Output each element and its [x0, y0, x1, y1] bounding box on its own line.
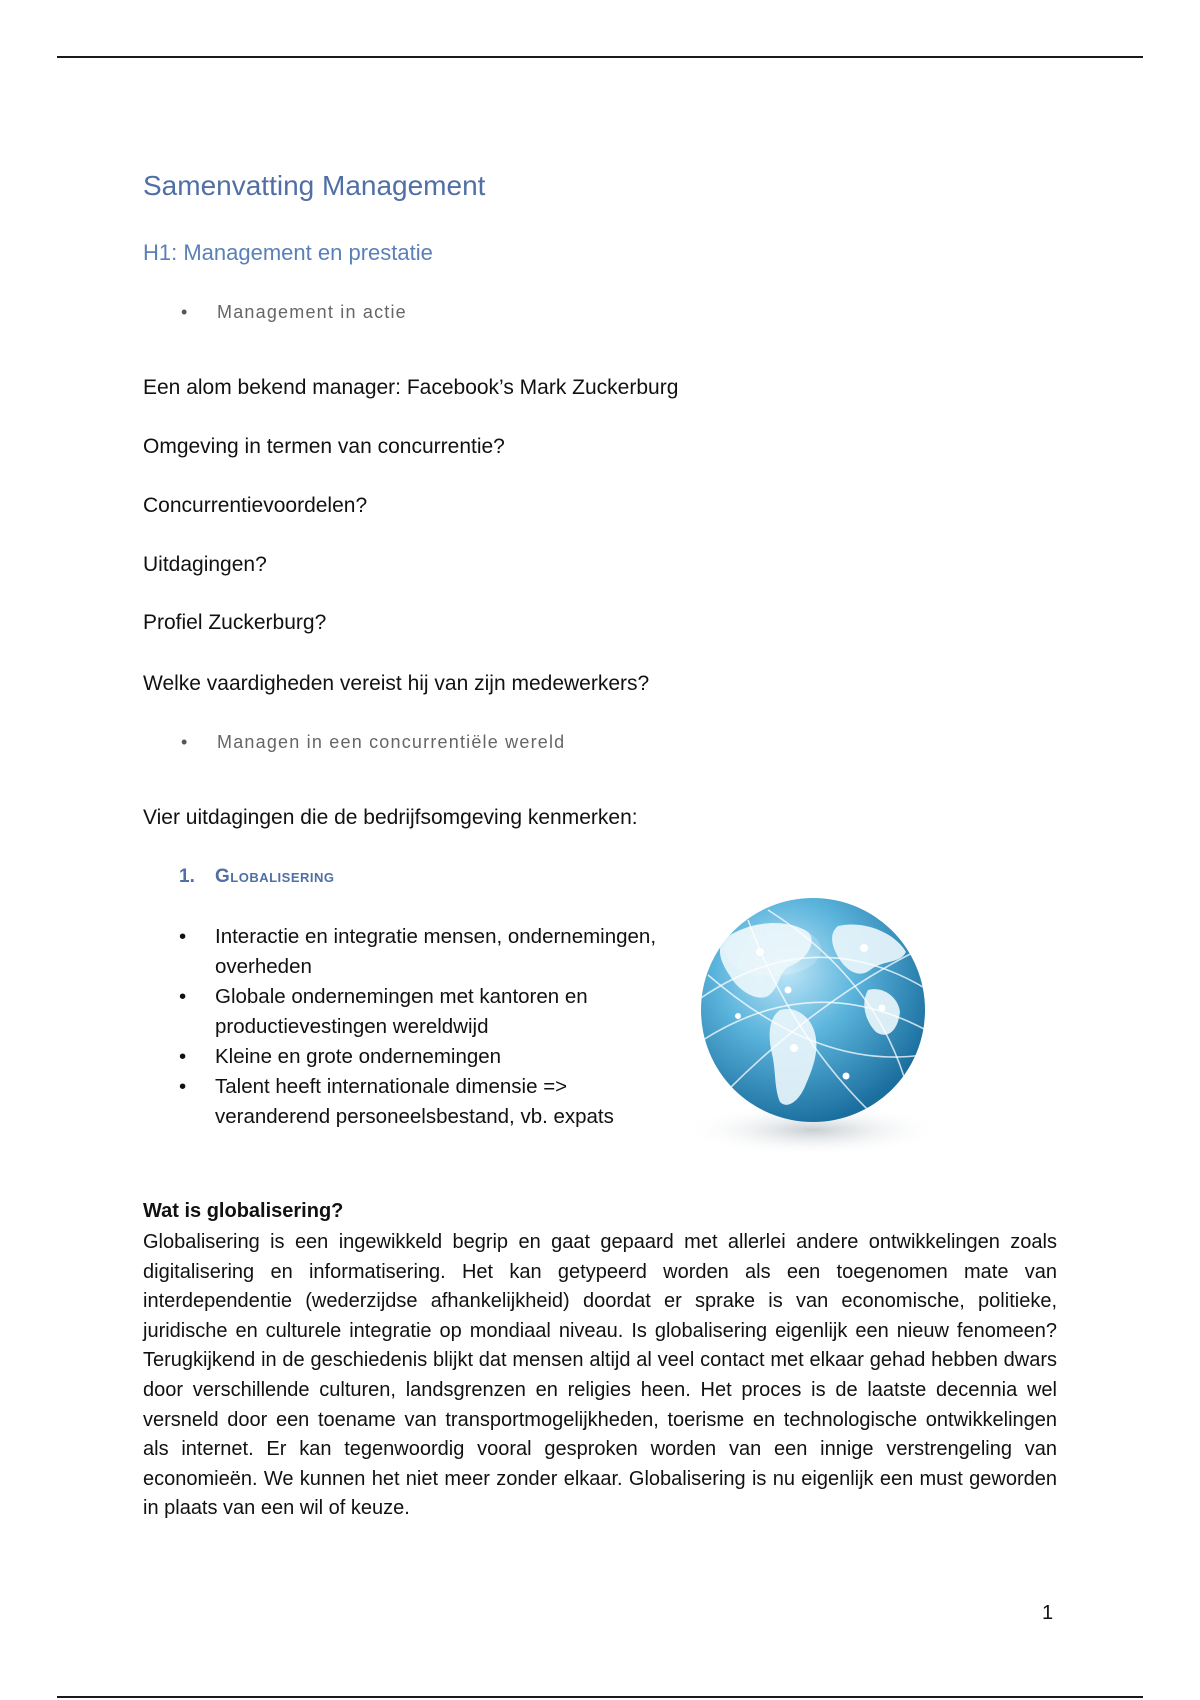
chapter-heading: H1: Management en prestatie — [143, 240, 433, 265]
text-line: Welke vaardigheden vereist hij van zijn medewerkers? — [143, 672, 650, 695]
text-line: Een alom bekend manager: Facebook’s Mark Zuckerburg — [143, 376, 679, 399]
bottom-rule — [57, 1696, 1143, 1698]
list-item — [179, 1042, 659, 1072]
list-item-text: Globale ondernemingen met kantoren en productievestingen wereldwijd — [215, 985, 588, 1038]
section-bullet-label: Management in actie — [217, 302, 407, 322]
body-paragraph: Globalisering is een ingewikkeld begrip en gaat gepaard met allerlei andere ontwikkelingen zoals digitalisering en informatisering. Het kan getypeerd worden als een toegenomen mate van interdependentie (wederzijdse afhankelijkheid) doordat er sprake is van economische, politieke, juridische en culturele integratie op mondiaal niveau. Is globalisering eigenlijk een nieuw fenomeen? Terugkijkend in de geschiedenis blijkt dat mensen altijd al veel contact met elkaar gehad hebben dwars door verschillende culturen, landsgrenzen en religies heen. Het proces is de laatste decennia wel versneld door een toename van transportmogelijkheden, toerisme en technologische ontwikkelingen als internet. Er kan tegenwoordig vooral gesproken worden van een innige verstrengeling van economieën. We kunnen het niet meer zonder elkaar. Globalisering is nu eigenlijk een must geworden in plaats van een wil of keuze. — [143, 1231, 1057, 1520]
text-line: Concurrentievoordelen? — [143, 494, 368, 517]
list-item — [179, 982, 659, 1042]
bullet-dot: • — [179, 925, 187, 948]
document-title: Samenvatting Management — [143, 170, 486, 201]
intro-line: Vier uitdagingen die de bedrijfsomgeving kenmerken: — [143, 806, 638, 829]
text-line: Profiel Zuckerburg? — [143, 611, 327, 634]
bullet-dot: • — [181, 732, 189, 752]
page-number: 1 — [1042, 1602, 1054, 1624]
bullet-list — [179, 922, 659, 1132]
globe-network-icon — [668, 880, 958, 1170]
list-item — [179, 922, 659, 982]
list-item — [179, 1072, 659, 1132]
bullet-dot: • — [179, 1075, 187, 1098]
list-item-text: Interactie en integratie mensen, ondernemingen, overheden — [215, 925, 657, 978]
numbered-heading-text: Globalisering — [215, 866, 335, 887]
bullet-dot: • — [181, 302, 189, 322]
text-line: Uitdagingen? — [143, 553, 267, 576]
section-bullet-label: Managen in een concurrentiële wereld — [217, 732, 566, 752]
list-item-text: Talent heeft internationale dimensie => veranderend personeelsbestand, vb. expats — [215, 1075, 614, 1128]
bullet-dot: • — [179, 985, 187, 1008]
top-rule — [57, 56, 1143, 58]
text-line: Omgeving in termen van concurrentie? — [143, 435, 505, 458]
bullet-dot: • — [179, 1045, 187, 1068]
list-item-text: Kleine en grote ondernemingen — [215, 1045, 502, 1068]
numbered-heading-number: 1. — [179, 866, 195, 887]
paragraph-heading: Wat is globalisering? — [143, 1200, 344, 1222]
